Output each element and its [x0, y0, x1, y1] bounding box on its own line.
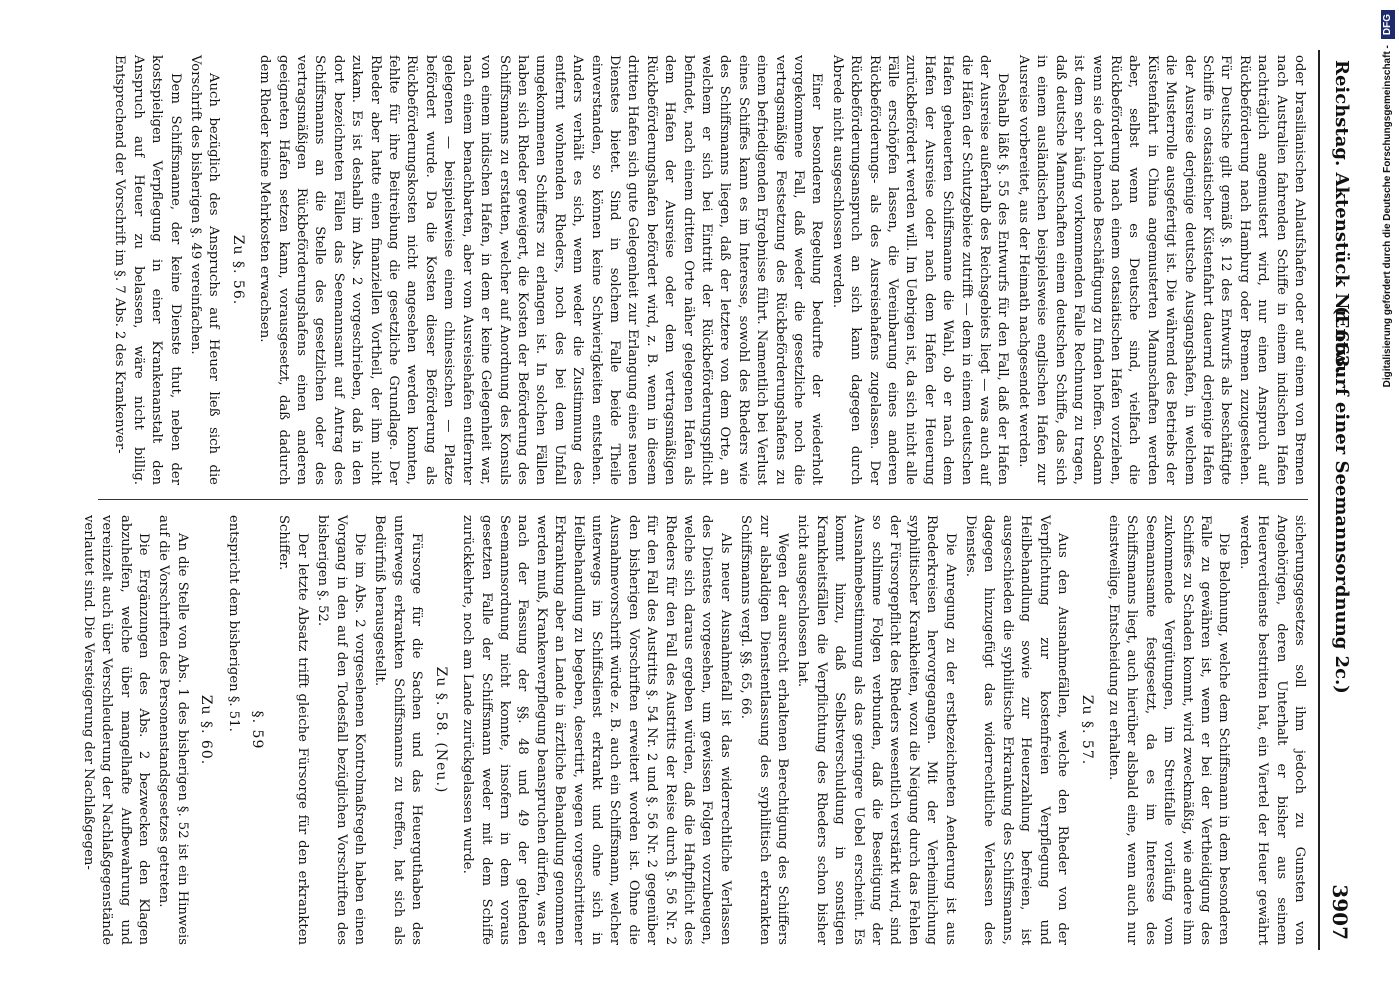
right-paragraph-10: entspricht dem bisherigen §. 51.: [225, 515, 241, 732]
right-paragraph-4: Die Anregung zu der erstbezeichneten Aenderung ist aus Rhederkreisen hervorgegangen. Mit der Verheimlichung syphilitischer Krankheiten, wozu die Neigung durch das Fehlen der Fürsorgepflicht des Rheders wesentlich verstärkt wird, sind so schlimme Folgen verbunden, daß die Beseitigung der Ausnahmebestimmung als das geringere Uebel erscheint. Es kommt hinzu, daß Selbstverschuldung in sonstigen Krankheitsfällen die Verpflichtung des Rheders schon bisher nicht ausgeschlossen hat.: [795, 515, 958, 945]
header-title: (Entwurf einer Seemannsordnung 2c.): [1331, 306, 1352, 694]
right-paragraph-1: sicherungsgesetzes soll ihm jedoch zu Gunsten von Angehörigen, deren Unterhalt er bisher aus seinem Heuerverdienste bestritten hat, ein Viertel der Heuer gewährt werden.: [1236, 515, 1307, 945]
left-paragraph-5: Dem Schiffsmanne, der keine Dienste thut, neben der kostspieligen Verpflegung in einer Krankenanstalt den Anspruch auf Heuer zu belassen, wäre nicht billig. Entsprechend der Vorschrift im §. 7 Abs. 2 des Krankenver-: [112, 55, 183, 485]
section-heading-56: Zu §. 56.: [229, 234, 246, 306]
section-heading-60: Zu §. 60.: [198, 694, 215, 766]
dfg-logo: DFG: [1381, 10, 1395, 39]
digitization-note: [1355, 10, 1393, 990]
document-page: [80, 50, 1360, 950]
left-paragraph-1: oder brasilianischen Anlaufshafen oder auf einem von Bremen nach Australien fahrenden Schiffe in einem indischen Hafen nachträglich angemustert wird, nur einen Anspruch auf Rückbeförderung nach Hamburg oder Bremen zuzugestehen. Für Deutsche gilt gemäß §. 12 des Entwurfs als beschäftigte Schiffe in ostasiatischer Küstenfahrt dauernd derjenige Hafen der Ausreise derjenige deutsche Ausgangshafen, in welchem die Musterrolle ausgefertigt ist. Die während des Betriebs der Küstenfahrt in China angemusterten Mannschaften werden aber, selbst wenn es Deutsche sind, vielfach die Rückbeförderung nach einem ostasiatischen Hafen vorziehen, wenn sie dort lohnende Beschäftigung zu finden hoffen. Sodann ist dem sehr häufig vorkommenden Falle Rechnung zu tragen, daß deutsche Mannschaften einem deutschen Schiffe, das sich in einem ausländischen beispielsweise englischen Hafen zur Ausreise vorbereitet, aus der Heimath nachgesendet werden.: [1015, 55, 1307, 485]
right-paragraph-12: Die Ergänzungen des Abs. 2 bezwecken den Klagen abzuhelfen, welche über mangelhafte Aufbewahrung und vereinzelt auch über Verschleuderung der Nachlaßgegenstände verlautet sind. Die Versteigerung der Nachlaßgegen-: [80, 515, 152, 945]
header-left: Reichstag. Aktenstück Nr. 663.: [1331, 60, 1352, 374]
right-paragraph-7: Fürsorge für die Sachen und das Heuerguthaben des unterwegs erkrankten Schiffsmanns zu treffen, hat sich als Bedürfniß herausgestellt.: [372, 515, 425, 945]
right-column: [80, 515, 1308, 945]
right-paragraph-2: Die Belohnung, welche dem Schiffsmann in dem besonderen Falle zu gewähren ist, wenn er bei der Vertheidigung des Schiffes zu Schaden kommt, wird zweckmäßig, wie andere ihm zukommende Vergütungen, im Streitfalle vorläufig vom Seemannsamte festgesetzt, da es im Interesse des Schiffsmanns liegt, auch hierüber alsbald eine, wenn auch nur einstweilige, Entscheidung zu erhalten.: [1105, 515, 1232, 945]
right-paragraph-5: Wegen der ausrecht erhaltenen Berechtigung des Schiffers zur alsbaldigen Dienstentlassung des syphilitisch erkrankten Schiffsmanns vergl. §§. 65, 66.: [738, 515, 791, 945]
digitization-note-text: [1377, 10, 1399, 990]
right-paragraph-6: Als neuer Ausnahmefall ist das widerrechtliche Verlassen des Dienstes vorgesehen, um gewissen Folgen vorzubeugen, welche sich daraus ergeben würden, daß die Haftpflicht des Rheders für den Fall des Austritts der Reise durch §. 56 Nr. 2 für den Fall des Austritts §. 54 Nr. 2 und §. 56 Nr. 2 gegenüber den bisherigen Vorschriften erweitert worden ist. Ohne die Ausnahmevorschrift würde z. B. auch ein Schiffsmann, welcher unterwegs im Schiffsdienst erkrankt und ohne sich in Heilbehandlung zu begeben, desertirt, wegen vorgeschrittener Erkrankung aber an Lande in ärztliche Behandlung genommen werden muß, Krankenverpflegung beanspruchen dürfen, was er nach der Fassung der §§. 48 und 49 der geltenden Seemannsordnung nicht konnte, insofern in dem voraus gesetzten Falle der Schiffsmann weder mit dem Schiffe zurückkehrte, noch am Lande zurückgelassen wurde.: [460, 515, 733, 945]
section-heading-58: Zu §. 58. (Neu.): [432, 666, 449, 794]
text-columns: [80, 50, 1308, 950]
right-paragraph-11: An die Stelle von Abs. 1 des bisherigen §. 52 ist ein Hinweis auf die Vorschriften des Personenstandsgesetzes getreten.: [156, 515, 190, 945]
right-paragraph-9: Der letzte Absatz trifft gleiche Fürsorge für den erkrankten Schiffer.: [276, 515, 310, 945]
section-heading-59: §. 59: [249, 710, 266, 750]
section-heading-57: Zu §. 57.: [1078, 694, 1095, 766]
left-column: [98, 55, 1308, 485]
digitization-credit: Digitalisierung gefördert durch die Deutsche Forschungsgemeinschaft -: [1382, 45, 1393, 388]
right-paragraph-3: Aus den Ausnahmefällen, welche den Rheder von der Verpflichtung zur kostenfreien Verpflegung und Heilbehandlung sowie zur Heuerzahlung befreien, ist ausgeschieden die syphilitische Erkrankung des Schiffsmanns, dagegen hinzugefügt das widerrechtliche Verlassen des Dienstes.: [963, 515, 1071, 945]
right-paragraph-8: Die im Abs. 2 vorgesehenen Kontrolmaßregeln haben einen Vorgang in den auf den Todesfall bezüglichen Vorschriften des bisherigen §. 52.: [315, 515, 368, 945]
left-paragraph-3: Einer besonderen Regelung bedurfte der wiederholt vorgekommene Fall, daß weder die gesetzliche noch die vertragsmäßige Festsetzung des Rückbeförderungshafens zu einem befriedigenden Ergebnisse führt. Namentlich bei Verlust eines Schiffes kann es im Interesse, sowohl des Rheders wie des Schiffsmanns liegen, daß der letztere von dem Orte, an welchem er sich bei Eintritt der Rückbeförderungspflicht befindet, nach einem dritten Orte näher gelegenen Hafen als dem Hafen der Ausreise oder dem vertragsmäßigen Rückbeförderungshafen befördert wird, z. B. wenn in diesem dritten Hafen sich gute Gelegenheit zur Erlangung eines neuen Dienstes bietet. Sind in solchem Falle beide Theile einverstanden, so können keine Schwierigkeiten entstehen. Anders verhält es sich, wenn weder die Zustimmung des entfernt wohnenden Rheders, noch des bei dem Unfall umgekommenen Schiffers zu erlangen ist. In solchen Fällen haben sich Rheder geweigert, die Kosten der Beförderung des Schiffsmanns zu erstatten, welcher auf Anordnung des Konsuls von einem indischen Hafen, in dem er keine Gelegenheit war, nach einem benachbarten, aber vom Ausreisehafen entfernter gelegenen — beispielsweise einem chinesischen — Platze befördert wurde. Da die Kosten dieser Beförderung als Rückbeförderungskosten nicht angesehen werden konnten, fehlte für ihre Beitreibung die gesetzliche Grundlage. Der Rheder aber hatte einen finanziellen Vortheil, der ihm nicht zukam. Es ist deshalb im Abs. 2 vorgeschrieben, daß in den dort bezeichneten Fällen das Seemannsamt auf Antrag des Schiffsmanns an die Stelle des gesetzlichen oder des vertragsmäßigen Rückbeförderungshafens einen anderen geeigneten Hafen setzen kann, vorausgesetzt, daß dadurch dem Rheder keine Mehrkosten erwachsen.: [257, 55, 825, 485]
left-paragraph-2: Deshalb läßt §. 55 des Entwurfs für den Fall, daß der Hafen der Ausreise außerhalb des Reichsgebiets liegt — was auch auf die Häfen der Schutzgebiete zutrifft — dem in einem deutschen Hafen geheuerten Schiffsmanne die Wahl, ob er nach dem Hafen der Ausreise oder nach dem Hafen der Heuerung zurückbefördert werden will. Im Uebrigen ist, da sich nicht alle Fälle erschöpfen lassen, die Vereinbarung eines anderen Rückbeförderungs- als des Ausreisehafens zugelassen. Der Rückbeförderungsanspruch an sich kann dagegen durch Abrede nicht ausgeschlossen werden.: [829, 55, 1011, 485]
column-divider: [98, 499, 1308, 500]
page-header: [1318, 50, 1360, 950]
left-paragraph-4: Auch bezüglich des Anspruchs auf Heuer ließ sich die Vorschrift des bisherigen §. 49 vereinfachen.: [188, 55, 222, 485]
page-number: 3907: [1328, 884, 1352, 940]
